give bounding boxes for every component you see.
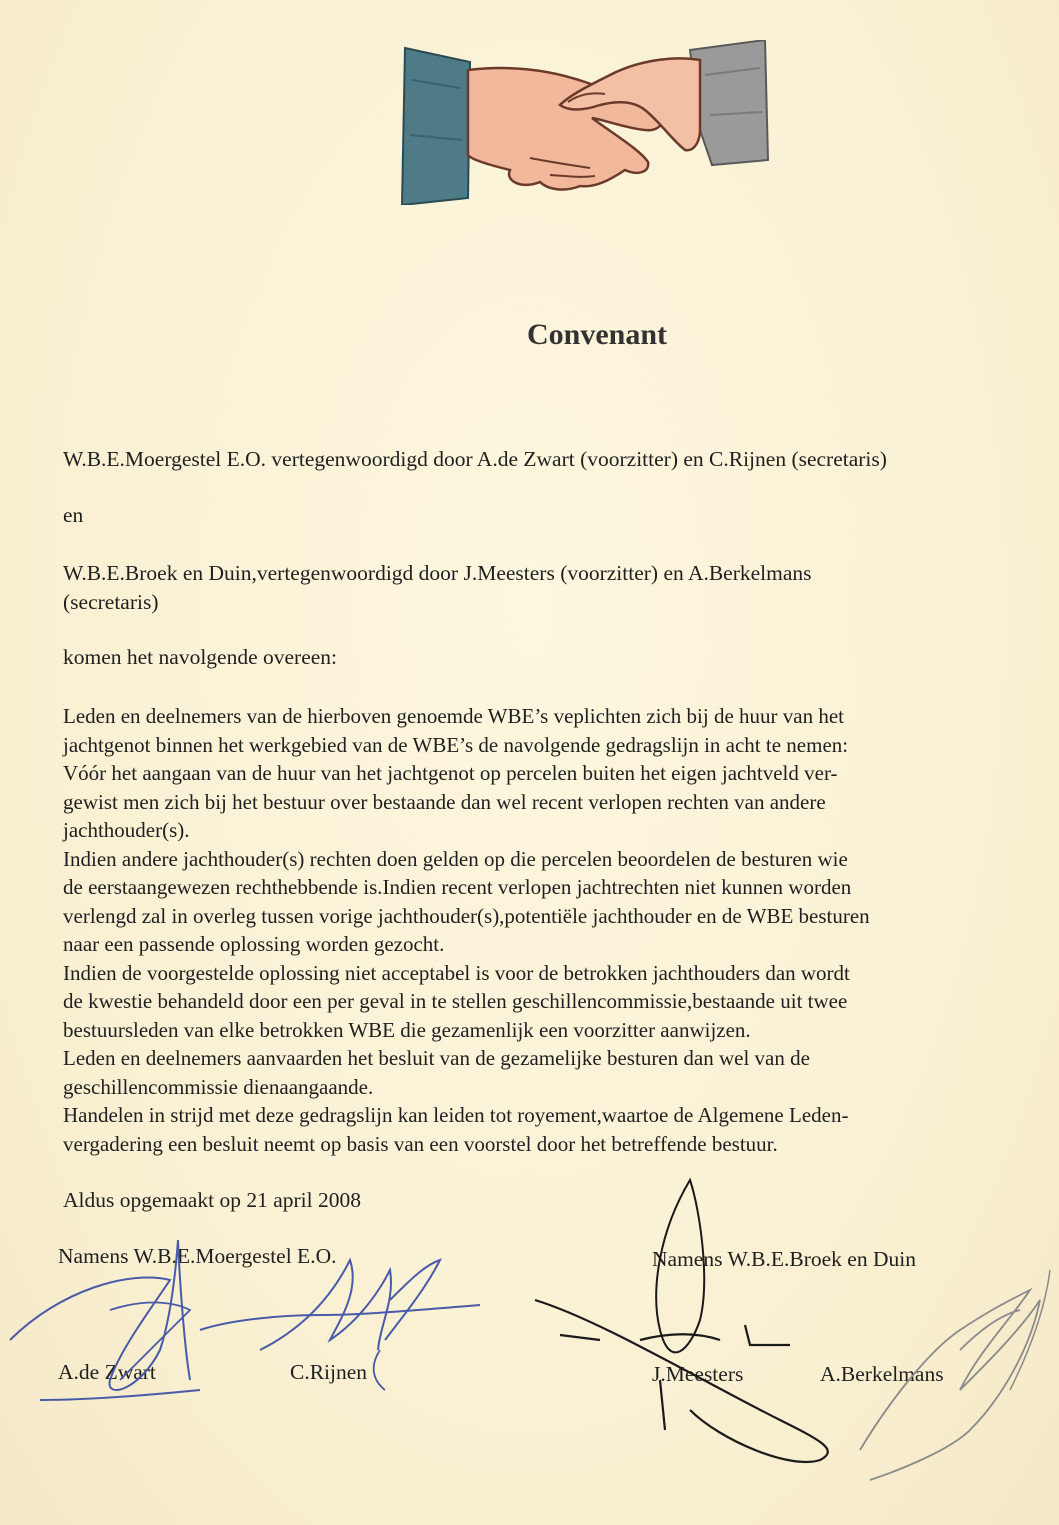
signatory-name: J.Meesters [652, 1362, 744, 1386]
conjunction: en [63, 503, 84, 527]
body-line: Leden en deelnemers aanvaarden het besluit van de gezamelijke besturen dan wel van de [63, 1046, 810, 1070]
body-line: bestuursleden van elke betrokken WBE die gezamenlijk een voorzitter aanwijzen. [63, 1017, 751, 1042]
body-line: verlengd zal in overleg tussen vorige jachthouder(s),potentiële jachthouder en de WBE besturen [63, 903, 870, 928]
right-signatory-heading: Namens W.B.E.Broek en Duin [652, 1247, 916, 1271]
signatory-name: A.Berkelmans [820, 1362, 944, 1386]
agreement-body [63, 702, 870, 1158]
party-two-line: (secretaris) [63, 589, 159, 614]
closing-date: Aldus opgemaakt op 21 april 2008 [63, 1188, 361, 1212]
handshake-icon [400, 40, 770, 205]
party-two-line: W.B.E.Broek en Duin,vertegenwoordigd door J.Meesters (voorzitter) en A.Berkelmans [63, 561, 812, 585]
body-line: naar een passende oplossing worden gezocht. [63, 932, 445, 956]
body-line: jachtgenot binnen het werkgebied van de WBE’s de navolgende gedragslijn in acht te nemen: [63, 732, 849, 757]
left-signatory-heading: Namens W.B.E.Moergestel E.O. [58, 1244, 337, 1268]
document-title: Convenant [526, 318, 668, 351]
body-line: de eerstaangewezen rechthebbende is.Indien recent verlopen jachtrechten niet kunnen worden [63, 875, 852, 899]
party-two [63, 559, 812, 616]
body-line: vergadering een besluit neemt op basis van een voorstel door het betreffende bestuur. [63, 1131, 778, 1156]
body-line: jachthouder(s). [63, 818, 190, 842]
body-line: de kwestie behandeld door een per geval in te stellen geschillencommissie,bestaande uit twee [63, 989, 848, 1013]
body-line: Leden en deelnemers van de hierboven genoemde WBE’s veplichten zich bij de huur van het [63, 704, 844, 728]
body-line: Indien de voorgestelde oplossing niet acceptabel is voor de betrokken jachthouders dan wordt [63, 960, 850, 985]
body-line: Vóór het aangaan van de huur van het jachtgenot op percelen buiten het eigen jachtveld ver- [63, 761, 838, 785]
body-line: Indien andere jachthouder(s) rechten doen gelden op die percelen beoordelen de besturen wie [63, 846, 848, 871]
body-line: Handelen in strijd met deze gedragslijn kan leiden tot royement,waartoe de Algemene Leden- [63, 1103, 849, 1127]
intro-text: komen het navolgende overeen: [63, 645, 338, 669]
body-line: gewist men zich bij het bestuur over bestaande dan wel recent verlopen rechten van andere [63, 789, 826, 814]
party-one: W.B.E.Moergestel E.O. vertegenwoordigd door A.de Zwart (voorzitter) en C.Rijnen (secretaris) [63, 447, 887, 471]
signatory-name: A.de Zwart [58, 1360, 156, 1384]
body-line: geschillencommissie dienaangaande. [63, 1074, 374, 1099]
signatory-name: C.Rijnen [290, 1360, 368, 1384]
